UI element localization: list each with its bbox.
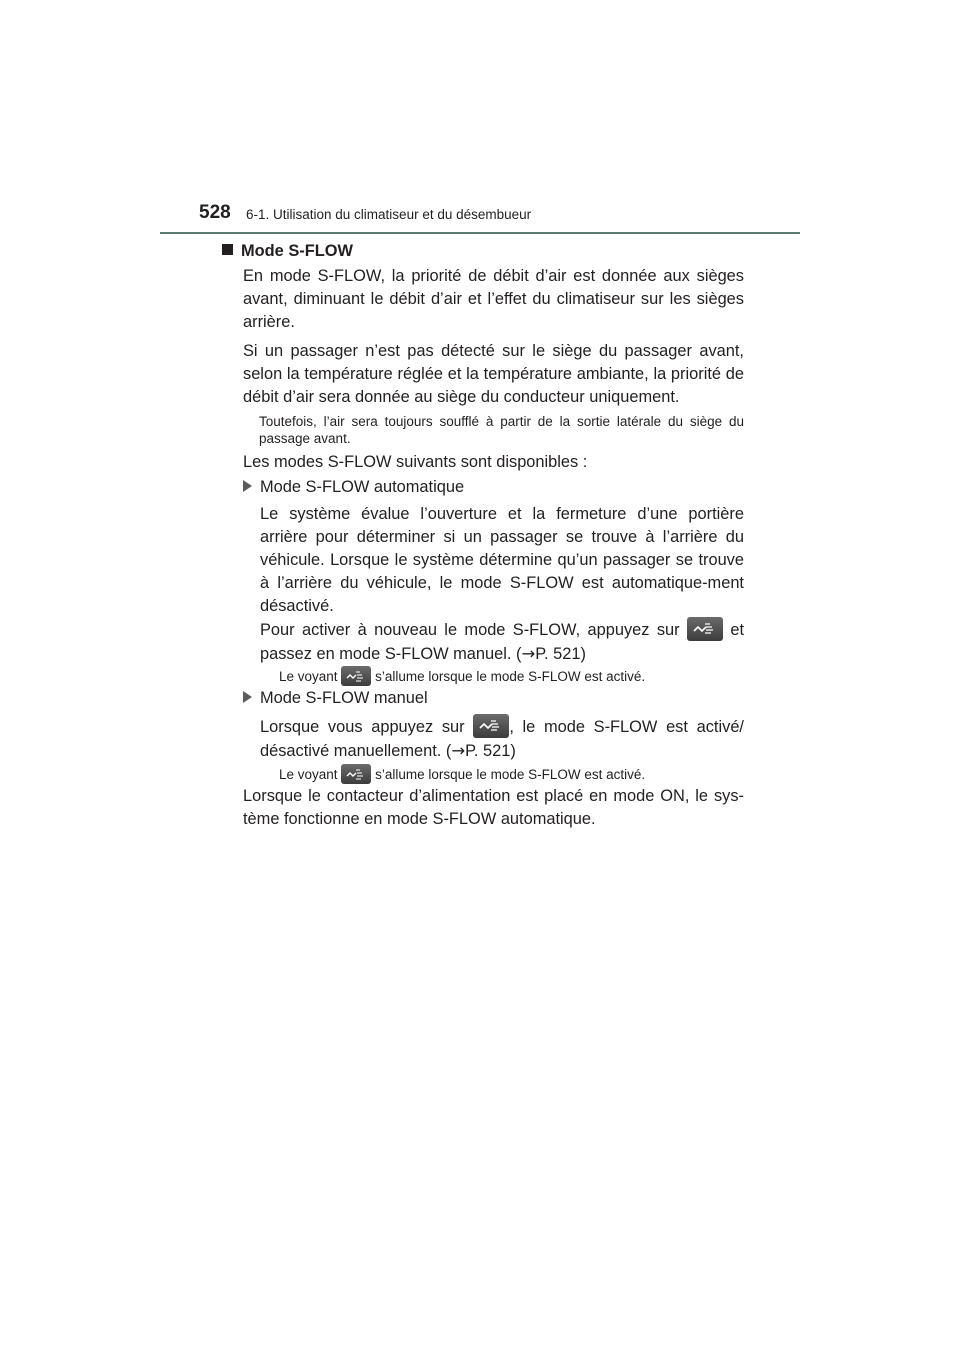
side-outlet-note: Toutefois, l’air sera toujours soufflé à partir de la sortie latérale du siège du passage avant. <box>259 414 744 446</box>
auto-indicator-note <box>279 666 749 686</box>
s-flow-indicator-icon <box>341 666 371 686</box>
manual-note-text-a: Le voyant <box>279 767 338 782</box>
manual-indicator-note <box>279 764 749 784</box>
chapter-title: 6-1. Utilisation du climatiseur et du désembueur <box>246 207 532 222</box>
section-title <box>222 242 353 261</box>
header-rule <box>160 232 800 234</box>
auto-activate-text-b: et passez en mode S-FLOW manuel. ( <box>260 621 744 663</box>
s-flow-button-icon <box>473 714 509 738</box>
manual-note-text-b: s’allume lorsque le mode S-FLOW est activé. <box>375 767 646 782</box>
arrow-icon: → <box>451 741 466 760</box>
modes-intro: Les modes S-FLOW suivants sont disponibles : <box>243 453 588 471</box>
manual-mode-paragraph <box>260 714 744 763</box>
auto-mode-activate-paragraph <box>260 617 744 666</box>
auto-note-text-a: Le voyant <box>279 669 338 684</box>
auto-mode-paragraph: Le système évalue l’ouverture et la fermeture d’une portière arrière pour déterminer si un passager se trouve à l’arrière du véhicule. Lorsque le système détermine qu’un passager se trouve à l’arrière du véhicule, le mode S-FLOW est automatique-ment désactivé. <box>260 505 744 615</box>
arrow-icon: → <box>521 644 536 663</box>
s-flow-button-icon <box>687 617 723 641</box>
intro-paragraph: En mode S-FLOW, la priorité de débit d’air est donnée aux sièges avant, diminuant le débit d’air et l’effet du climatiseur sur les sièges arrière. <box>243 267 744 331</box>
auto-mode-title: Mode S-FLOW automatique <box>260 478 465 496</box>
auto-activate-text-a: Pour activer à nouveau le mode S-FLOW, appuyez sur <box>260 621 680 639</box>
passenger-paragraph: Si un passager n’est pas détecté sur le siège du passager avant, selon la température réglée et la température ambiante, la priorité de débit d’air sera donnée au siège du conducteur uniquement. <box>243 342 744 406</box>
manual-text-a: Lorsque vous appuyez sur <box>260 718 465 736</box>
square-bullet-icon <box>222 244 233 255</box>
auto-page-ref: P. 521) <box>535 645 586 663</box>
s-flow-indicator-icon <box>341 764 371 784</box>
manual-mode-title: Mode S-FLOW manuel <box>260 689 428 707</box>
manual-text-b: , le mode S-FLOW est activé/ désactivé manuellement. ( <box>260 718 744 760</box>
manual-page-ref: P. 521) <box>465 742 516 760</box>
manual-mode-heading <box>243 687 428 710</box>
closing-paragraph: Lorsque le contacteur d’alimentation est placé en mode ON, le sys-tème fonctionne en mode S-FLOW automatique. <box>243 787 744 828</box>
section-title-text: Mode S-FLOW <box>241 242 353 260</box>
auto-mode-heading <box>243 476 464 499</box>
page-header <box>0 0 960 240</box>
auto-note-text-b: s’allume lorsque le mode S-FLOW est activé. <box>375 669 646 684</box>
triangle-bullet-icon <box>243 691 252 703</box>
triangle-bullet-icon <box>243 480 252 492</box>
page-number: 528 <box>199 202 231 223</box>
